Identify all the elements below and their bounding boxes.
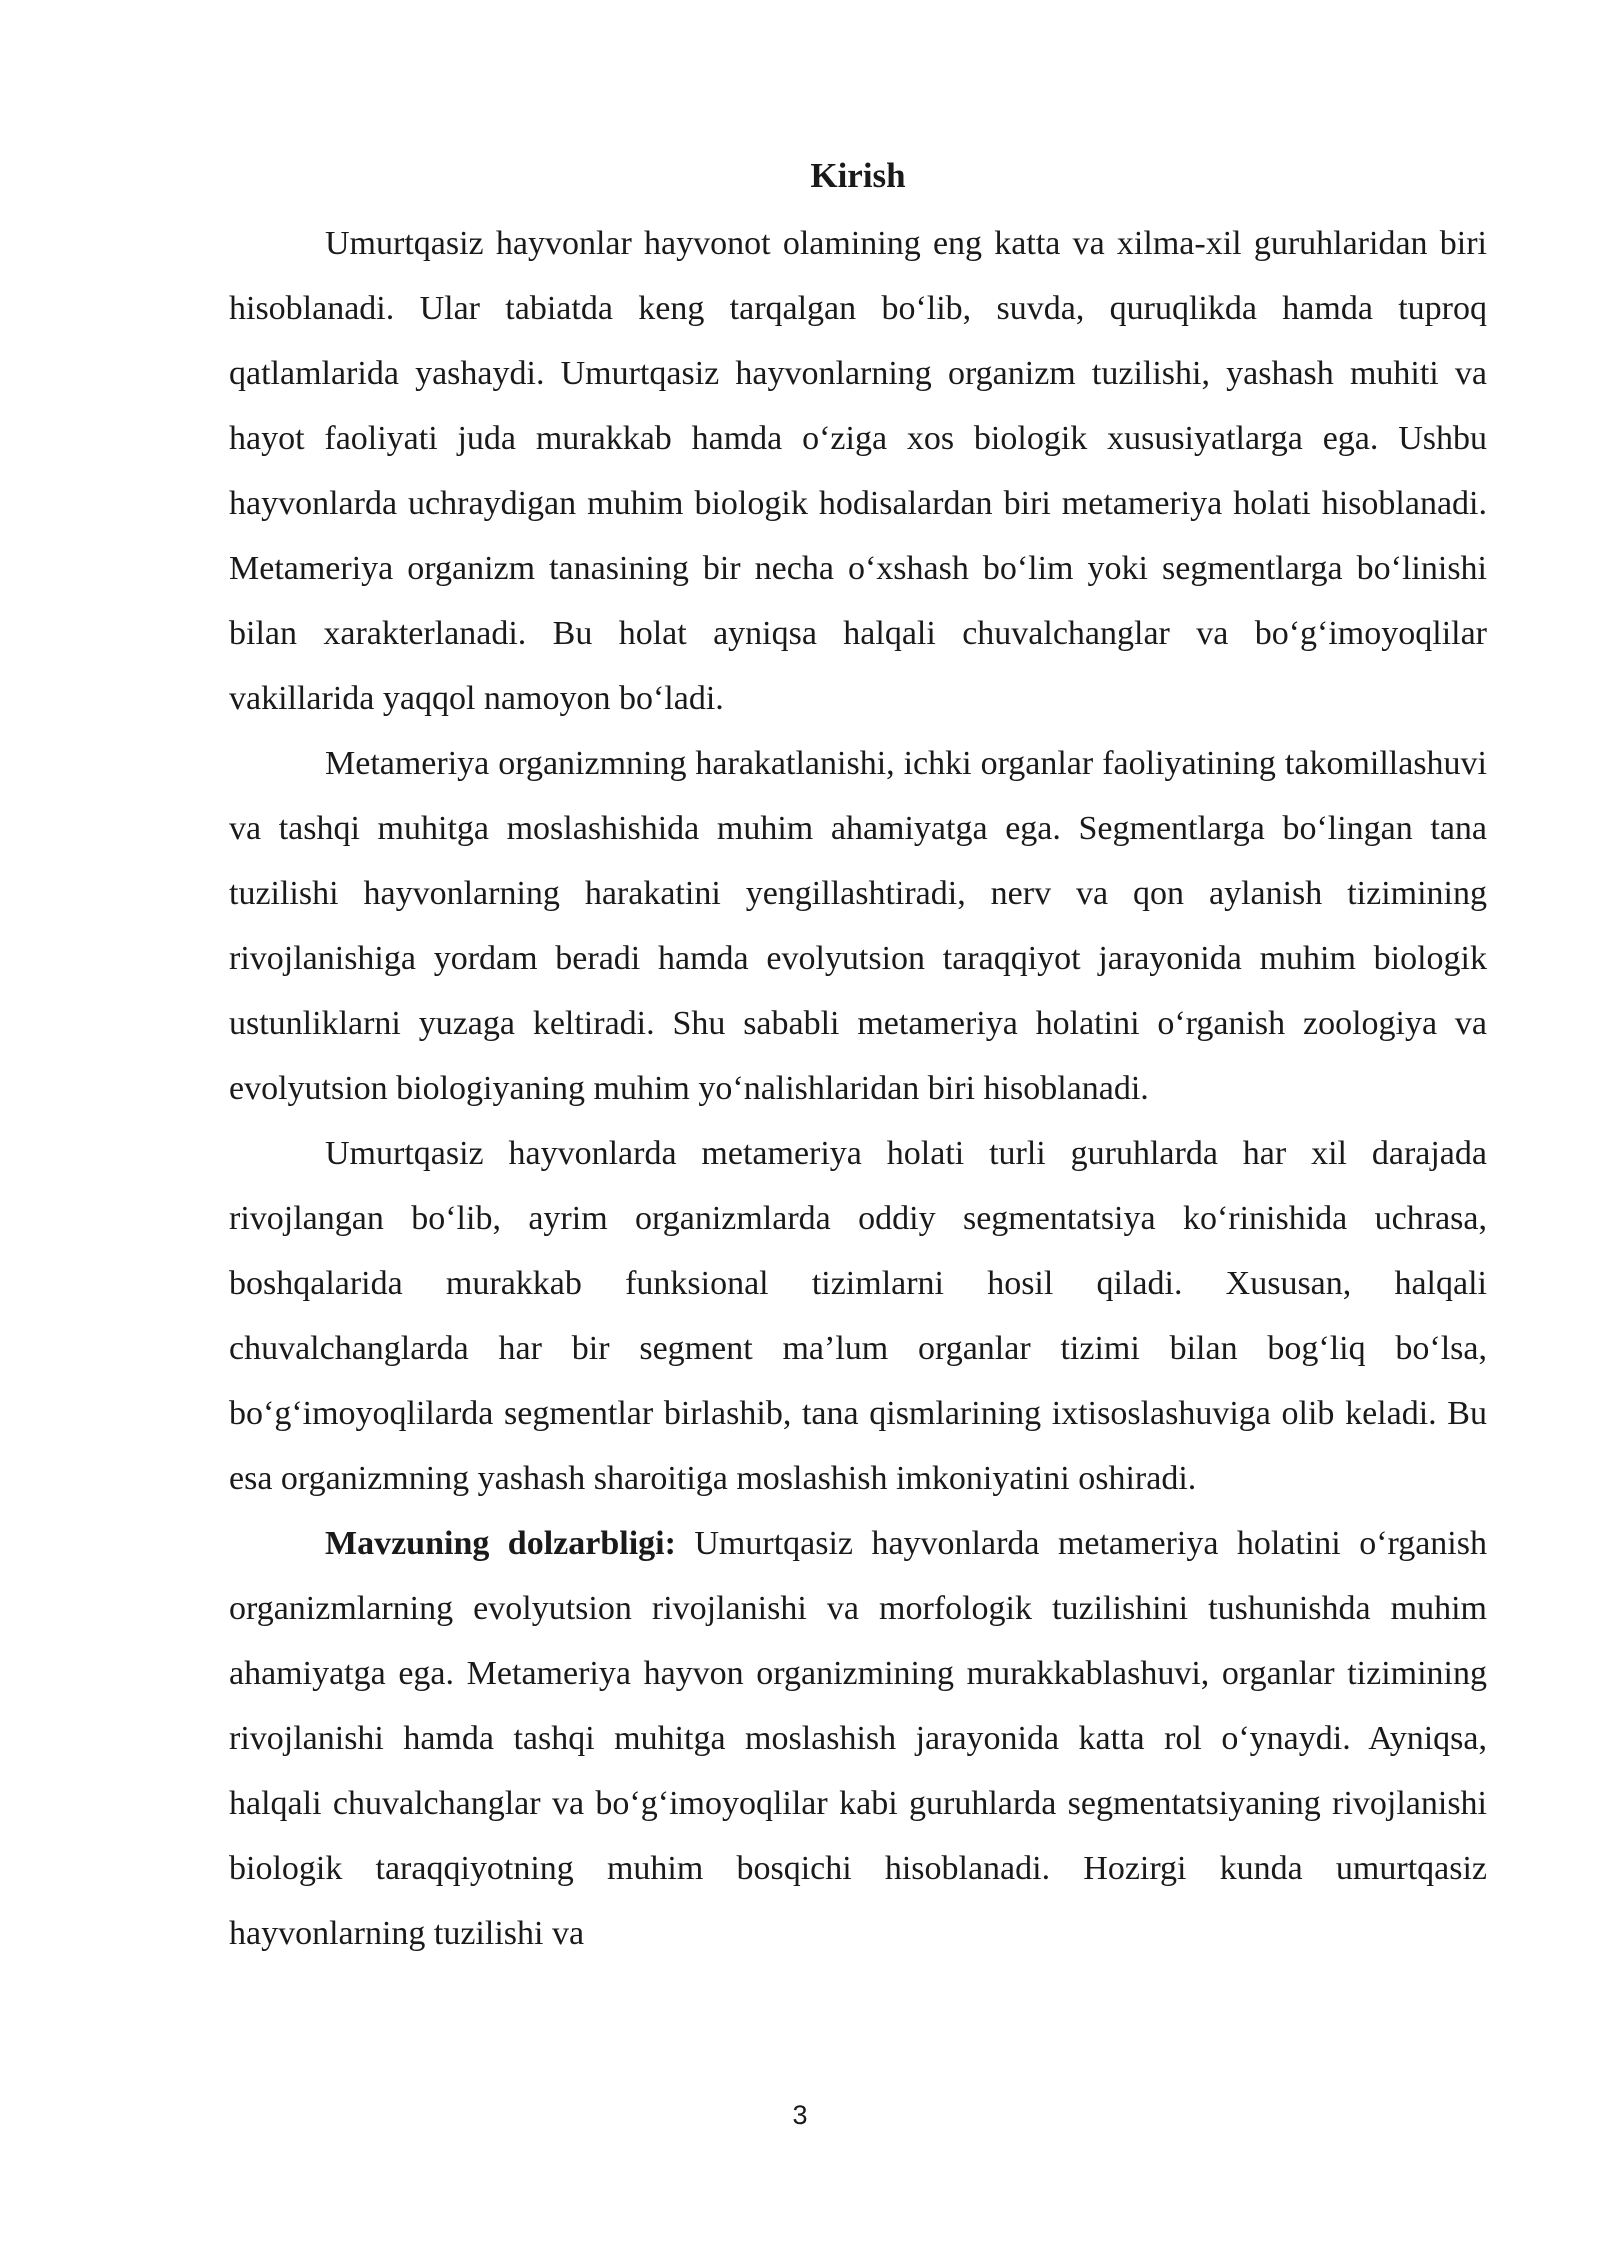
page-content [229,145,1487,1966]
relevance-text: Umurtqasiz hayvonlarda metameriya holatini o‘rganish organizmlarning evolyutsion rivojlanishi va morfologik tuzilishini tushunishda muhim ahamiyatga ega. Metameriya hayvon organizmining murakkablashuvi, organlar tizimining rivojlanishi hamda tashqi muhitga moslashish jarayonida katta rol o‘ynaydi. Ayniqsa, halqali chuvalchanglar va bo‘g‘imoyoqlilar kabi guruhlarda segmentatsiyaning rivojlanishi biologik taraqqiyotning muhim bosqichi hisoblanadi. Hozirgi kunda umurtqasiz hayvonlarning tuzilishi va [229,1525,1487,1952]
page-number: 3 [792,2100,808,2130]
relevance-label: Mavzuning dolzarbligi: [325,1525,676,1562]
paragraph-intro: Umurtqasiz hayvonlar hayvonot olamining eng katta va xilma-xil guruhlaridan biri hisoblanadi. Ular tabiatda keng tarqalgan bo‘lib, suvda, quruqlikda hamda tuproq qatlamlarida yashaydi. Umurtqasiz hayvonlarning organizm tuzilishi, yashash muhiti va hayot faoliyati juda murakkab hamda o‘ziga xos biologik xususiyatlarga ega. Ushbu hayvonlarda uchraydigan muhim biologik hodisalardan biri metameriya holati hisoblanadi. Metameriya organizm tanasining bir necha o‘xshash bo‘lim yoki segmentlarga bo‘linishi bilan xarakterlanadi. Bu holat ayniqsa halqali chuvalchanglar va bo‘g‘imoyoqlilar vakillarida yaqqol namoyon bo‘ladi. [229,225,1487,717]
section-title: Kirish [810,156,906,195]
paragraph-relevance [229,1511,1487,1966]
paragraph-metameriya-groups: Umurtqasiz hayvonlarda metameriya holati turli guruhlarda har xil darajada rivojlangan bo‘lib, ayrim organizmlarda oddiy segmentatsiya ko‘rinishida uchrasa, boshqalarida murakkab funksional tizimlarni hosil qiladi. Xususan, halqali chuvalchanglarda har bir segment ma’lum organlar tizimi bilan bog‘liq bo‘lsa, bo‘g‘imoyoqlilarda segmentlar birlashib, tana qismlarining ixtisoslashuviga olib keladi. Bu esa organizmning yashash sharoitiga moslashish imkoniyatini oshiradi. [229,1135,1487,1497]
paragraph-metameriya-significance: Metameriya organizmning harakatlanishi, ichki organlar faoliyatining takomillashuvi va tashqi muhitga moslashishida muhim ahamiyatga ega. Segmentlarga bo‘lingan tana tuzilishi hayvonlarning harakatini yengillashtiradi, nerv va qon aylanish tizimining rivojlanishiga yordam beradi hamda evolyutsion taraqqiyot jarayonida muhim biologik ustunliklarni yuzaga keltiradi. Shu sababli metameriya holatini o‘rganish zoologiya va evolyutsion biologiyaning muhim yo‘nalishlaridan biri hisoblanadi. [229,745,1487,1107]
